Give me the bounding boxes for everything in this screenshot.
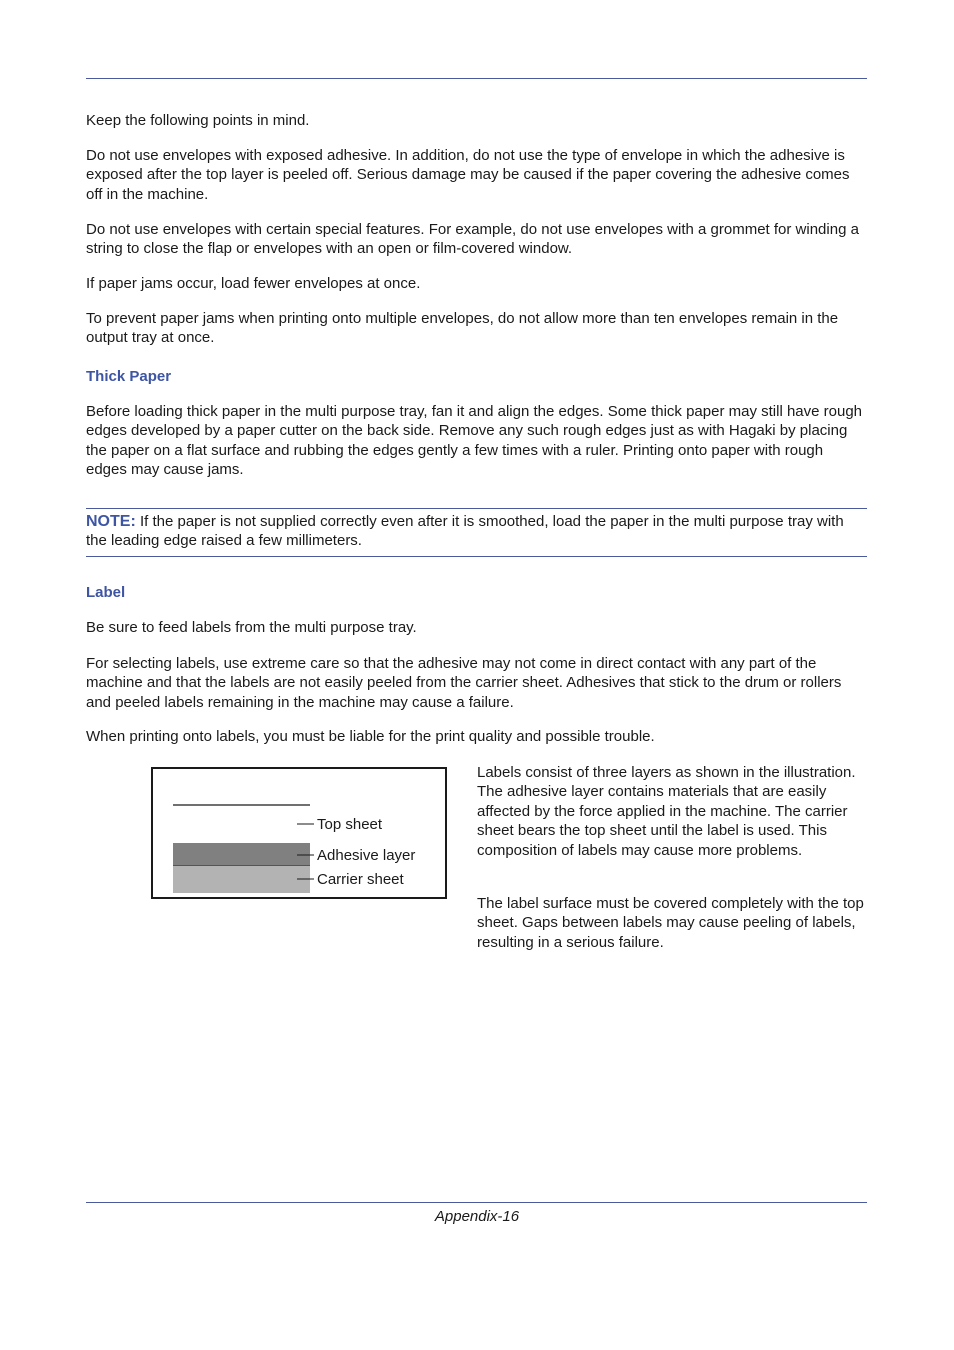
paragraph-exposed-adhesive: Do not use envelopes with exposed adhesive. In addition, do not use the type of envelope in which the adhesive is exposed after the top layer is peeled off. Serious damage may be caused if the paper covering the adhesive comes off in the machine.	[86, 147, 850, 203]
paragraph-multiple-envelopes: To prevent paper jams when printing onto multiple envelopes, do not allow more than ten envelopes remain in the output tray at once.	[86, 310, 839, 347]
footer-rule	[86, 1202, 867, 1203]
adhesive-layer-rect	[173, 843, 310, 865]
heading-label: Label	[86, 584, 126, 601]
paragraph-label-surface: The label surface must be covered completely with the top sheet. Gaps between labels may cause peeling of labels, resulting in a serious failure.	[477, 895, 864, 951]
paragraph-label-care: For selecting labels, use extreme care so that the adhesive may not come in direct contact with any part of the machine and that the labels are not easily peeled from the carrier sheet. Adhesives that stick to the drum or rollers and peeled labels remaining in the machine may cause a failure.	[86, 655, 842, 711]
adhesive-layer-label: Adhesive layer	[317, 847, 416, 864]
paragraph-intro: Keep the following points in mind.	[86, 112, 310, 129]
top-sheet-label: Top sheet	[317, 816, 383, 833]
carrier-sheet-rect	[173, 866, 310, 893]
paragraph-special-features: Do not use envelopes with certain special features. For example, do not use envelopes with a grommet for winding a string to close the flap or envelopes with an open or film-covered window.	[86, 221, 859, 258]
label-layers-figure	[151, 767, 447, 899]
paragraph-paper-jams: If paper jams occur, load fewer envelopes at once.	[86, 275, 421, 292]
header-rule	[86, 78, 867, 79]
paragraph-label-liability: When printing onto labels, you must be liable for the print quality and possible trouble.	[86, 728, 655, 745]
paragraph-label-layers: Labels consist of three layers as shown in the illustration. The adhesive layer contains materials that are easily affected by the force applied in the machine. The carrier sheet bears the top sheet until the label is used. This composition of labels may cause more problems.	[477, 764, 856, 859]
note-text: If the paper is not supplied correctly even after it is smoothed, load the paper in the multi purpose tray with the leading edge raised a few millimeters.	[86, 513, 844, 550]
note-box	[86, 512, 867, 551]
carrier-sheet-label: Carrier sheet	[317, 871, 404, 888]
note-top-rule	[86, 508, 867, 509]
paragraph-thick-paper: Before loading thick paper in the multi purpose tray, fan it and align the edges. Some thick paper may still have rough edges developed by a paper cutter on the back side. Remove any such rough edges just as with Hagaki by placing the paper on a flat surface and rubbing the edges gently a few times with a ruler. Printing onto paper with rough edges may cause jams.	[86, 403, 863, 479]
page-number: Appendix-16	[434, 1208, 520, 1225]
note-bottom-rule	[86, 556, 867, 557]
paragraph-label-feed: Be sure to feed labels from the multi purpose tray.	[86, 619, 417, 636]
heading-thick-paper: Thick Paper	[86, 368, 172, 385]
note-label: NOTE:	[86, 513, 136, 530]
label-layers-diagram	[153, 769, 445, 897]
